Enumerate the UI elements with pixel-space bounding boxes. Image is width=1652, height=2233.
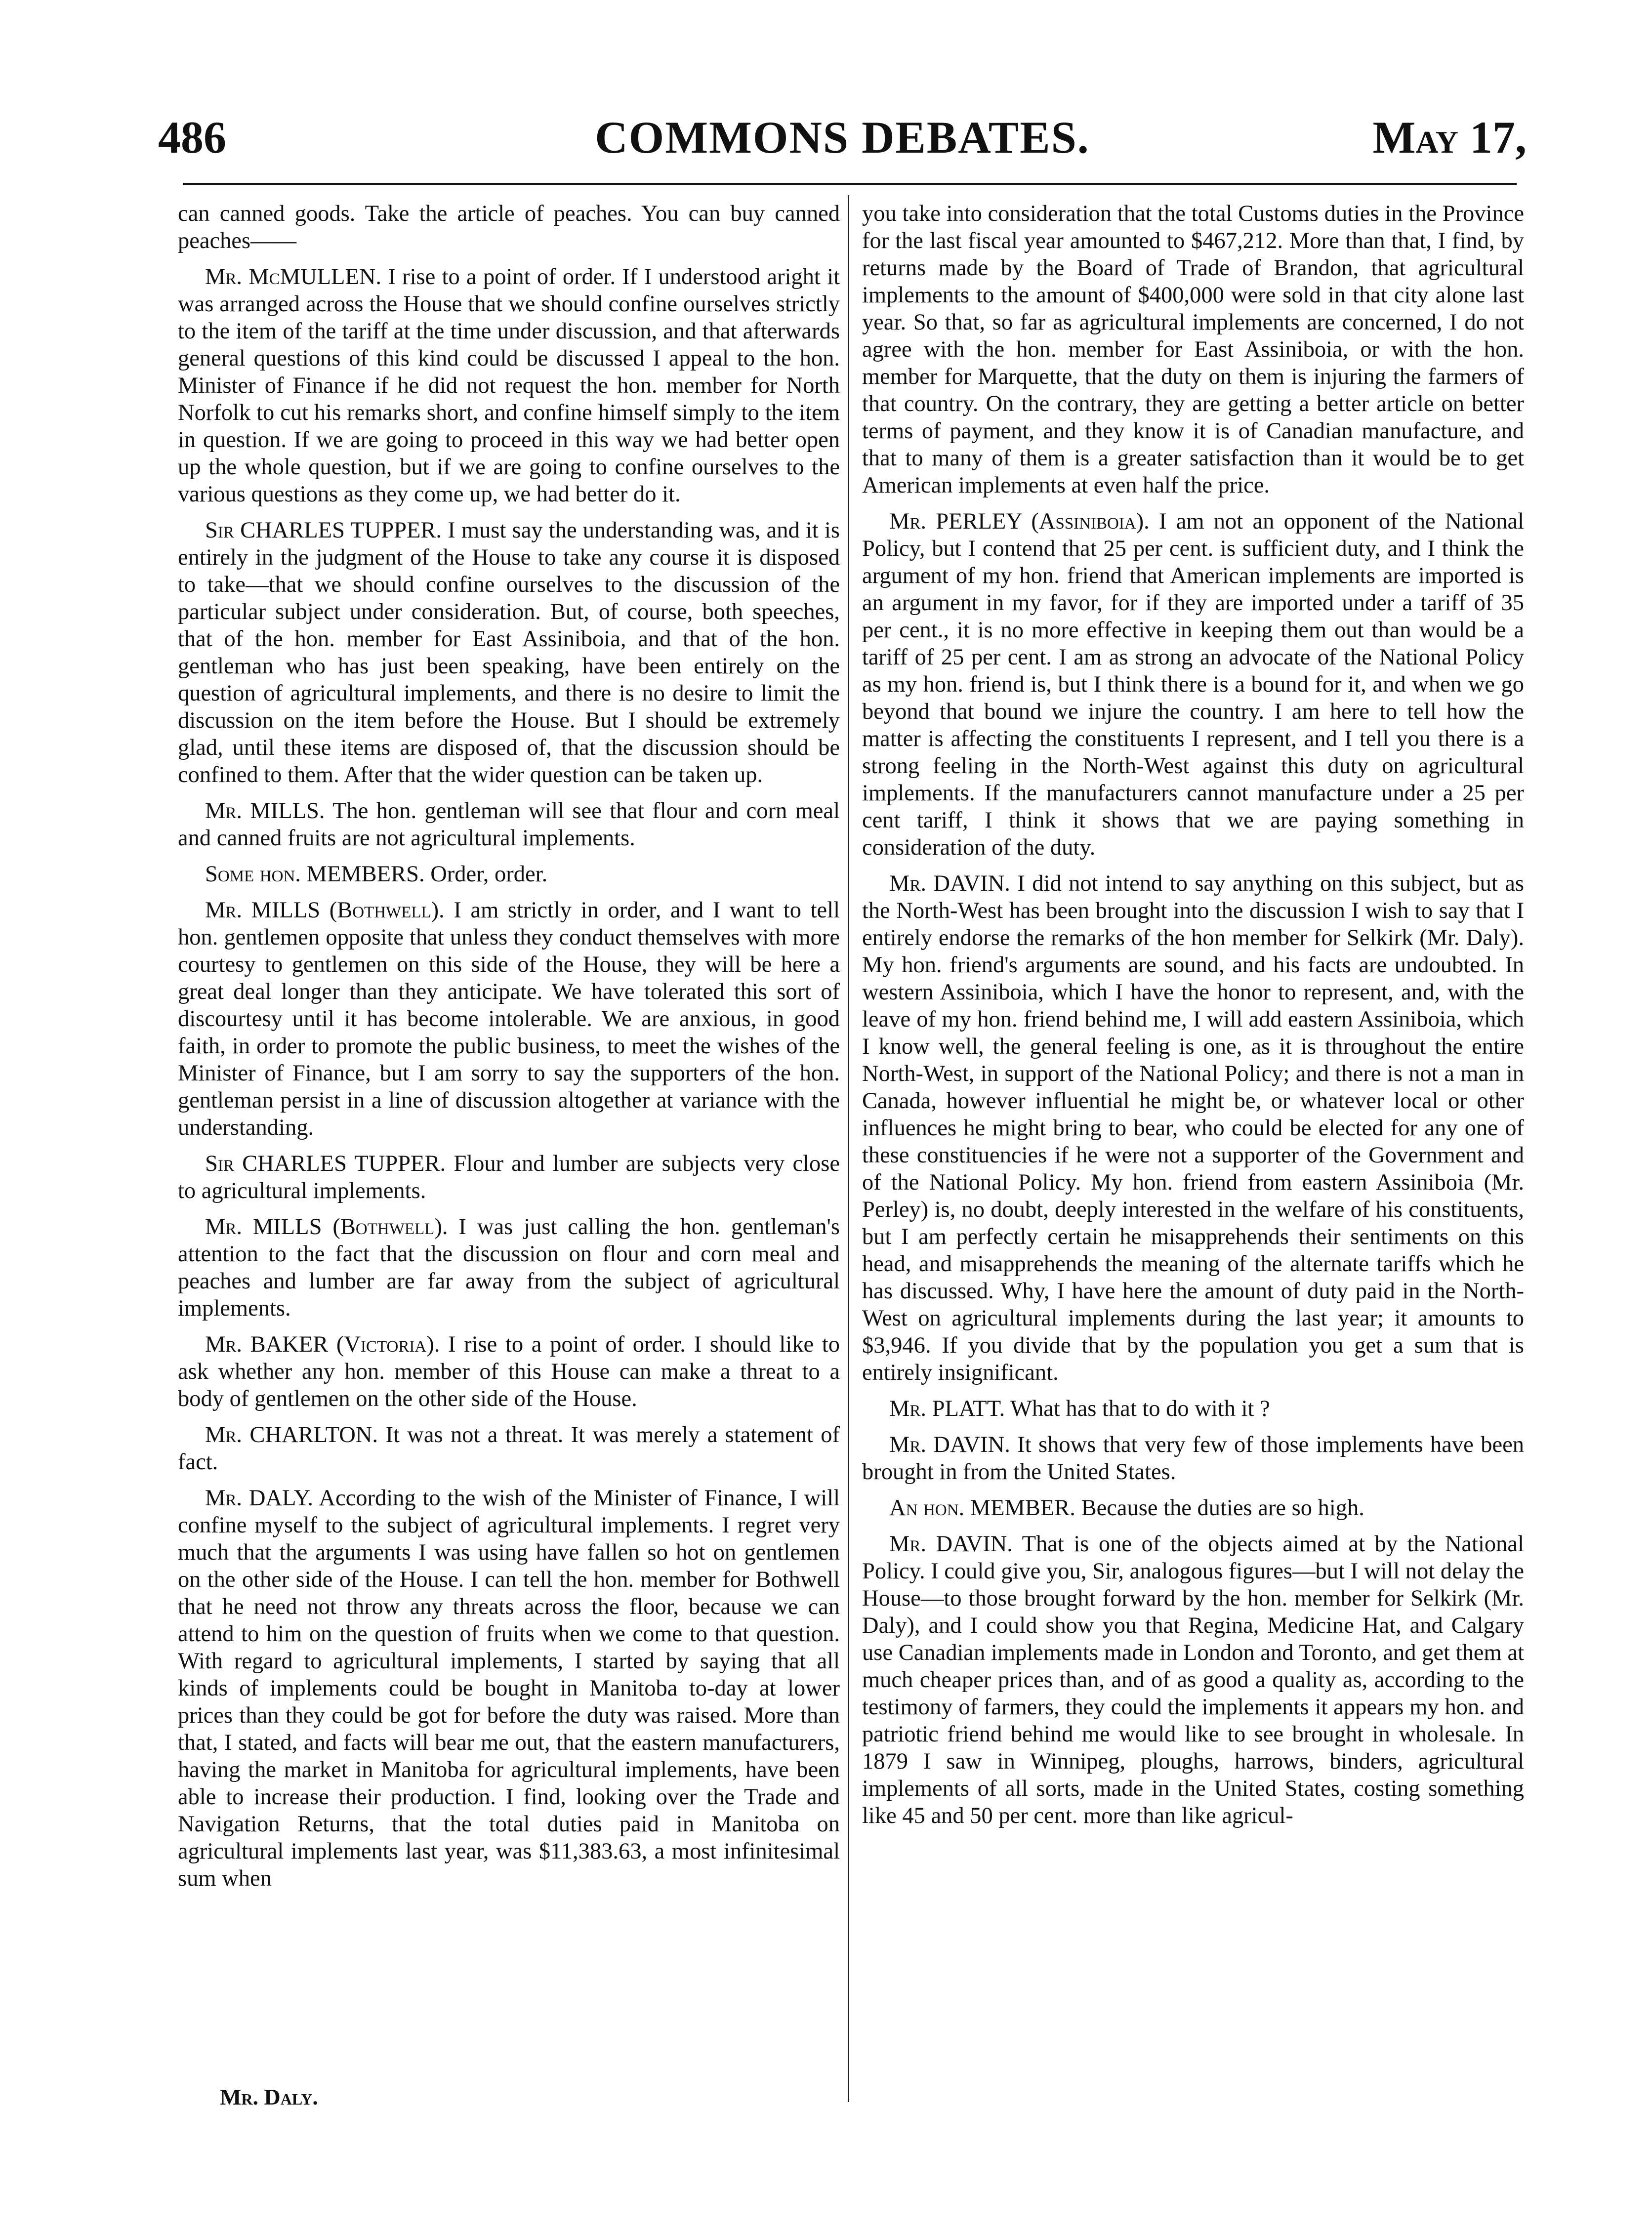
speech-paragraph — [862, 1431, 1524, 1486]
speech-paragraph — [862, 870, 1524, 1386]
running-title: COMMONS DEBATES. — [595, 112, 1090, 163]
left-column — [178, 200, 840, 1901]
speech-paragraph — [862, 200, 1524, 499]
speech-text: I did not intend to say anything on this subject, but as the North-West has been brought into the discussion I wish to say that I entirely endorse the remarks of the hon member for Selkirk (Mr. Daly). My hon. friend's arguments are sound, and his facts are undoubted. In western Assiniboia, which I have the honor to represent, and, with the leave of my hon. friend behind me, I will add eastern Assiniboia, which I know well, the general feeling is one, as it is throughout the entire North-West, in support of the National Policy; and there is not a man in Canada, however influential he might be, or whatever local or other influences he might bring to bear, who could be elected for any one of these constituencies if he were not a supporter of the Government and of the National Policy. My hon. friend from eastern Assiniboia (Mr. Perley) is, no doubt, deeply interested in the welfare of his constituents, but I am perfectly certain he misapprehends their sentiments on this head, and misapprehends the meaning of the alternate tariffs which he has discussed. Why, I have here the amount of duty paid in the North-West on agricultural implements during the last year; it amounts to $3,946. If you divide that by the population you get a sum that is entirely insignificant. — [862, 871, 1525, 1385]
speech-text: I rise to a point of order. If I understood aright it was arranged across the House that we should confine ourselves strictly to the item of the tariff at the time under discussion, and that afterwards general questions of this kind could be discussed I appeal to the hon. Minister of Finance if he did not request the hon. member for North Norfolk to cut his remarks short, and confine himself simply to the item in question. If we are going to proceed in this way we had better open up the whole question, but if we are going to confine ourselves to the various questions as they come up, we had better do it. — [178, 264, 840, 507]
speech-paragraph — [178, 200, 840, 254]
page-header — [158, 111, 1527, 170]
speech-text: I am strictly in order, and I want to tell hon. gentlemen opposite that unless they conduct themselves with more courtesy to gentlemen on this side of the House, they will be here a great deal longer than they anticipate. We have tolerated this sort of discourtesy until it has become intolerable. We are anxious, in good faith, in order to promote the public business, to meet the wishes of the Minister of Finance, but I am sorry to say the supporters of the hon. gentleman persist in a line of discussion altogether at variance with the understanding. — [178, 898, 840, 1140]
speech-text: I rise to a point of order. I should like to ask whether any hon. member of this House can make a threat to a body of gentlemen on the other side of the House. — [178, 1332, 840, 1411]
speech-paragraph — [862, 508, 1524, 861]
speech-paragraph — [178, 797, 840, 852]
speaker-name: Mr. McMULLEN. — [205, 264, 381, 289]
speech-text: Flour and lumber are subjects very close to agricultural implements. — [178, 1151, 840, 1203]
speech-text: can canned goods. Take the article of peaches. You can buy canned peaches—— — [178, 201, 840, 253]
speaker-name: Mr. DAVIN. — [889, 1531, 1013, 1557]
speech-text: I was just calling the hon. gentleman's attention to the fact that the discussion on flour and corn meal and peaches and lumber are far away from the subject of agricultural implements. — [178, 1214, 840, 1321]
speech-text: It shows that very few of those implements have been brought in from the United States. — [862, 1432, 1524, 1485]
speech-paragraph — [178, 1331, 840, 1412]
speech-paragraph — [178, 1213, 840, 1322]
header-rule — [183, 183, 1517, 185]
speech-paragraph — [178, 263, 840, 508]
speaker-name: Mr. PERLEY (Assiniboia). — [889, 509, 1150, 534]
speech-text: What has that to do with it ? — [1010, 1396, 1270, 1421]
speech-text: I must say the understanding was, and it is entirely in the judgment of the House to take any course it is disposed to take—that we should confine ourselves to the discussion of the particular subject under consideration. But, of course, both speeches, that of the hon. member for East Assiniboia, and that of the hon. gentleman who has just been speaking, have been entirely on the question of agricultural implements, and there is no desire to limit the discussion on the item before the House. But I should be extremely glad, until these items are disposed of, that the discussion should be confined to them. After that the wider question can be taken up. — [178, 518, 840, 787]
speech-text: Order, order. — [430, 862, 548, 887]
speech-text: The hon. gentleman will see that flour and corn meal and canned fruits are not agricultural implements. — [178, 798, 840, 851]
speaker-name: An hon. MEMBER. — [889, 1495, 1075, 1521]
speech-text: That is one of the objects aimed at by the National Policy. I could give you, Sir, analogous figures—but I will not delay the House—to those brought forward by the hon. member for Selkirk (Mr. Daly), and I could show you that Regina, Medicine Hat, and Calgary use Canadian implements made in London and Toronto, and get them at much cheaper prices than, and of as good a quality as, according to the testimony of farmers, they could the implements it appears my hon. and patriotic friend behind me would like to see brought in wholesale. In 1879 I saw in Winnipeg, ploughs, harrows, binders, agricultural implements of all sorts, made in the United States, costing something like 45 and 50 per cent. more than like agricul- — [862, 1531, 1524, 1828]
speaker-name: Some hon. MEMBERS. — [205, 862, 425, 887]
speaker-name: Mr. BAKER (Victoria). — [205, 1332, 440, 1357]
speaker-name: Mr. MILLS. — [205, 798, 325, 824]
speaker-name: Sir CHARLES TUPPER. — [205, 1151, 446, 1176]
speaker-name: Mr. MILLS (Bothwell). — [205, 898, 445, 923]
speech-paragraph — [862, 1494, 1524, 1522]
speech-text: you take into consideration that the total Customs duties in the Province for the last fiscal year amounted to $467,212. More than that, I find, by returns made by the Board of Trade of Brandon, that agricultural implements to the amount of $400,000 were sold in that city alone last year. So that, so far as agricultural implements are concerned, I do not agree with the hon. member for East Assiniboia, or with the hon. member for Marquette, that the duty on them is injuring the farmers of that country. On the contrary, they are getting a better article on better terms of payment, and they know it is of Canadian manufacture, and that to many of them is a greater satisfaction than it would be to get American implements at even half the price. — [862, 201, 1524, 498]
speaker-name: Mr. CHARLTON. — [205, 1422, 378, 1447]
speech-text: According to the wish of the Minister of Finance, I will confine myself to the subject of agricultural implements. I regret very much that the arguments I was using have fallen so hot on gentlemen on the other side of the House. I can tell the hon. member for Bothwell that he need not throw any threats across the floor, because we can attend to him on the question of fruits when we come to that question. With regard to agricultural implements, I started by saying that all kinds of implements could be bought in Manitoba to-day at lower prices than they could be got for before the duty was raised. More than that, I stated, and facts will bear me out, that the eastern manufacturers, having the market in Manitoba for agricultural implements, have been able to increase their production. I find, looking over the Trade and Navigation Returns, that the total duties paid in Manitoba on agricultural implements last year, was $11,383.63, a most infinitesimal sum when — [178, 1486, 840, 1891]
speech-paragraph — [178, 1421, 840, 1476]
right-column — [862, 200, 1524, 1838]
speaker-name: Mr. DAVIN. — [889, 1432, 1010, 1457]
speaker-name: Mr. DALY. — [205, 1486, 314, 1511]
header-date: May 17, — [1372, 112, 1527, 163]
speech-paragraph — [862, 1395, 1524, 1422]
speech-paragraph — [178, 897, 840, 1141]
footer-speaker-catchword: Mr. Daly. — [220, 2084, 318, 2109]
speech-paragraph — [178, 1485, 840, 1892]
speaker-name: Mr. PLATT. — [889, 1396, 1005, 1421]
page-number: 486 — [158, 112, 226, 163]
speech-paragraph — [862, 1530, 1524, 1829]
speaker-name: Sir CHARLES TUPPER. — [205, 518, 442, 543]
speech-paragraph — [178, 1150, 840, 1204]
speaker-name: Mr. DAVIN. — [889, 871, 1010, 896]
speech-text: I am not an opponent of the National Policy, but I contend that 25 per cent. is sufficient duty, and I think the argument of my hon. friend that American implements are imported is an argument in my favor, for if they are imported under a tariff of 35 per cent., it is no more effective in keeping them out than would be a tariff of 25 per cent. I am as strong an advocate of the National Policy as my hon. friend is, but I think there is a bound for it, and when we go beyond that bound we injure the country. I am here to tell how the matter is affecting the constituents I represent, and I tell you there is a strong feeling in the North-West against this duty on agricultural implements. If the manufacturers cannot manufacture under a 25 per cent tariff, I think it shows that we are paying something in consideration of the duty. — [862, 509, 1525, 860]
speech-text: It was not a threat. It was merely a statement of fact. — [178, 1422, 840, 1475]
column-divider — [848, 195, 849, 2102]
speaker-name: Mr. MILLS (Bothwell). — [205, 1214, 448, 1240]
speech-paragraph — [178, 517, 840, 788]
speech-paragraph — [178, 861, 840, 888]
speech-text: Because the duties are so high. — [1081, 1495, 1364, 1521]
